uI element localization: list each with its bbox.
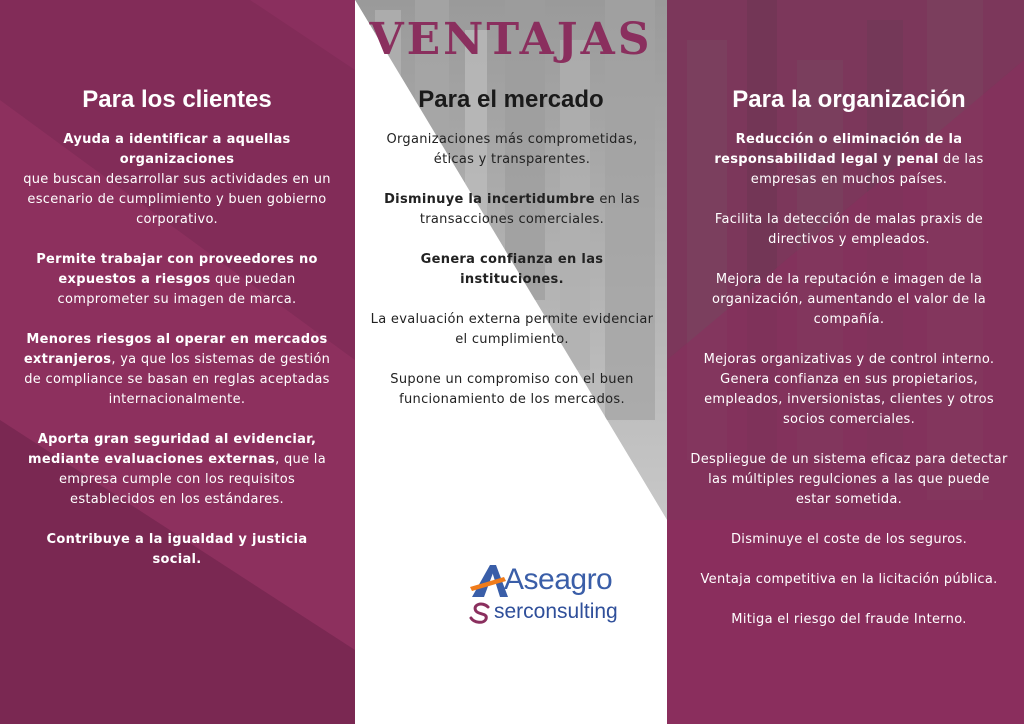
serconsulting-swirl-icon (468, 601, 494, 625)
list-item: Menores riesgos al operar en mercados extranjeros, ya que los sistemas de gestión de compliance se basan en reglas aceptadas internacionalmente. (23, 332, 331, 407)
list-item: Disminuye el coste de los seguros. (730, 532, 968, 547)
heading-para-el-mercado: Para el mercado (418, 86, 604, 113)
list-item: Reducción o eliminación de la responsabilidad legal y penal de las empresas en muchos países. (714, 132, 984, 187)
list-item: Mitiga el riesgo del fraude Interno. (731, 612, 967, 627)
page-title: VENTAJAS (369, 14, 653, 65)
list-item: La evaluación externa permite evidenciar el cumplimiento. (370, 312, 654, 347)
list-item: Organizaciones más comprometidas, éticas y transparentes. (386, 132, 638, 167)
clientes-benefits-list (22, 130, 332, 590)
list-item: Contribuye a la igualdad y justicia social. (46, 532, 308, 567)
logo-subtitle: serconsulting (494, 600, 618, 623)
mercado-benefits-list (370, 130, 654, 430)
list-item: Ventaja competitiva en la licitación pública. (700, 572, 998, 587)
logo-name: Aseagro (504, 563, 613, 596)
list-item: Disminuye la incertidumbre en las transacciones comerciales. (384, 192, 640, 227)
list-item: Despliegue de un sistema eficaz para detectar las múltiples regulciones a las que puede estar sometida. (690, 452, 1008, 507)
organizacion-benefits-list (690, 130, 1008, 650)
list-item: Genera confianza en las instituciones. (420, 252, 604, 287)
heading-para-la-organizacion: Para la organización (732, 86, 966, 113)
list-item: Mejoras organizativas y de control interno. (703, 352, 995, 367)
list-item: Ayuda a identificar a aquellas organizaciones que buscan desarrollar sus actividades en un escenario de cumplimiento y buen gobierno corporativo. (23, 132, 331, 227)
list-item: Mejora de la reputación e imagen de la organización, aumentando el valor de la compañía. (712, 272, 986, 327)
aseagro-logo (468, 563, 618, 629)
list-item: Genera confianza en sus propietarios, empleados, inversionistas, clientes y otros socios comerciales. (704, 372, 994, 427)
list-item: Permite trabajar con proveedores no expuestos a riesgos que puedan comprometer su imagen de marca. (36, 252, 318, 307)
list-item: Aporta gran seguridad al evidenciar, mediante evaluaciones externas, que la empresa cumple con los requisitos establecidos en los estándares. (28, 432, 326, 507)
heading-para-los-clientes: Para los clientes (82, 86, 272, 113)
list-item: Supone un compromiso con el buen funcionamiento de los mercados. (390, 372, 634, 407)
list-item: Facilita la detección de malas praxis de directivos y empleados. (714, 212, 984, 247)
